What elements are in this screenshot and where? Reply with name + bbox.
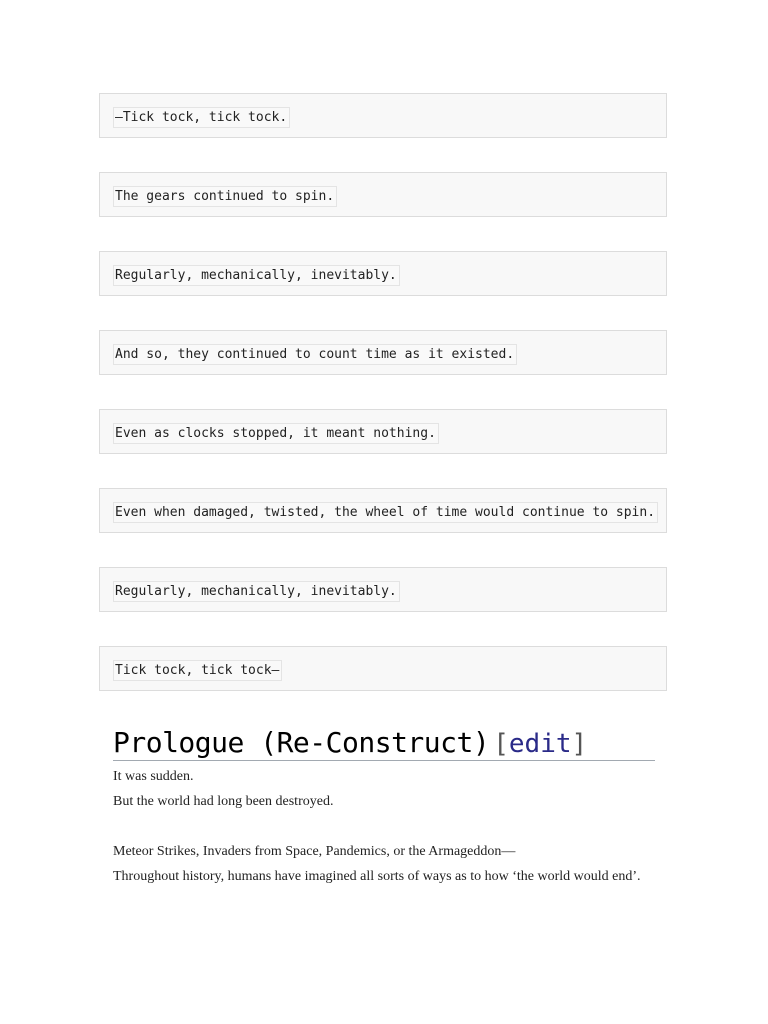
section-title: Prologue (Re-Construct) xyxy=(113,726,490,759)
code-line: —Tick tock, tick tock. xyxy=(113,107,290,128)
edit-section-link[interactable]: edit xyxy=(508,729,572,759)
code-line: Even when damaged, twisted, the wheel of time would continue to spin. xyxy=(113,502,658,523)
code-block xyxy=(99,646,667,691)
edit-section-wrapper xyxy=(493,729,587,759)
section-heading xyxy=(113,726,655,761)
code-line: Regularly, mechanically, inevitably. xyxy=(113,581,400,602)
code-line: The gears continued to spin. xyxy=(113,186,337,207)
paragraph: Throughout history, humans have imagined all sorts of ways as to how ‘the world would end’. xyxy=(113,869,641,884)
edit-bracket-open: [ xyxy=(493,729,509,759)
code-line: Tick tock, tick tock— xyxy=(113,660,282,681)
code-block xyxy=(99,488,667,533)
paragraph: Meteor Strikes, Invaders from Space, Pandemics, or the Armageddon— xyxy=(113,844,516,859)
paragraph: But the world had long been destroyed. xyxy=(113,794,334,809)
code-block xyxy=(99,172,667,217)
paragraph: It was sudden. xyxy=(113,769,194,784)
code-line: And so, they continued to count time as it existed. xyxy=(113,344,517,365)
code-block xyxy=(99,330,667,375)
code-block xyxy=(99,567,667,612)
code-line: Regularly, mechanically, inevitably. xyxy=(113,265,400,286)
edit-bracket-close: ] xyxy=(571,729,588,759)
code-block xyxy=(99,409,667,454)
code-block xyxy=(99,251,667,296)
code-line: Even as clocks stopped, it meant nothing. xyxy=(113,423,439,444)
code-block xyxy=(99,93,667,138)
